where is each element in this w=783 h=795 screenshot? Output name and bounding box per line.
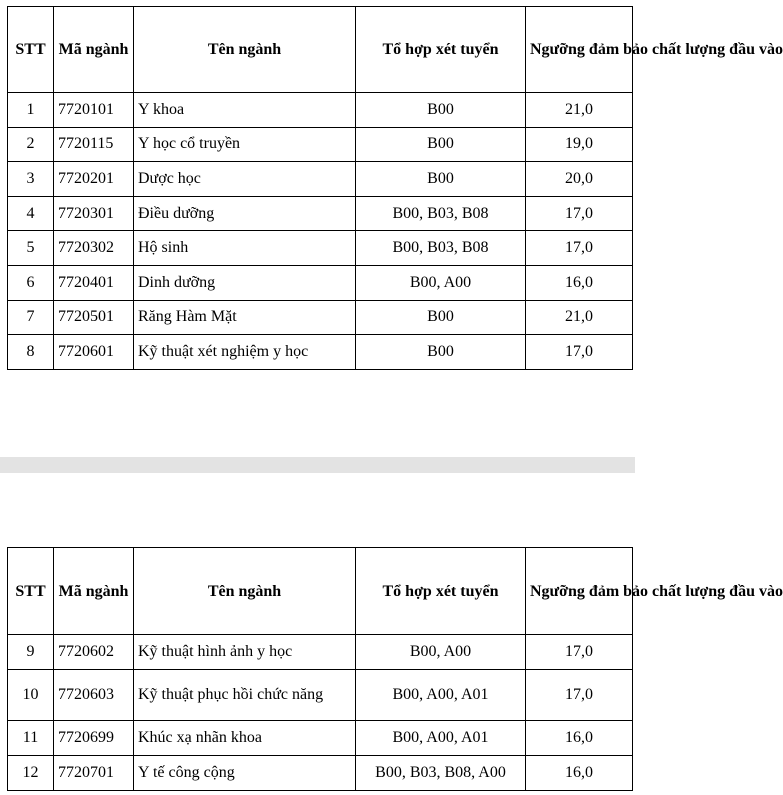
table-row: [8, 670, 633, 721]
cell-threshold: 19,0: [526, 127, 633, 162]
cell-name: Kỹ thuật phục hồi chức năng: [134, 670, 356, 721]
header-name: Tên ngành: [134, 548, 356, 635]
cell-stt: 11: [8, 721, 54, 756]
table-row: [8, 300, 633, 335]
cell-stt: 7: [8, 300, 54, 335]
cell-name: Y tế công cộng: [134, 756, 356, 791]
cell-combo: B00: [356, 300, 526, 335]
cell-combo: B00: [356, 335, 526, 370]
header-code: Mã ngành: [54, 7, 134, 93]
admission-table-1: [7, 6, 783, 370]
header-name: Tên ngành: [134, 7, 356, 93]
table-row: [8, 265, 633, 300]
cell-name: Răng Hàm Mặt: [134, 300, 356, 335]
header-row: [8, 548, 633, 635]
cell-threshold: 17,0: [526, 231, 633, 266]
cell-code: 7720115: [54, 127, 134, 162]
table-row: [8, 721, 633, 756]
cell-threshold: 17,0: [526, 670, 633, 721]
cell-stt: 3: [8, 162, 54, 197]
admission-table-2: [7, 547, 783, 791]
cell-code: 7720301: [54, 196, 134, 231]
header-threshold: Ngưỡng đảm bảo chất lượng đầu vào: [526, 7, 633, 93]
cell-stt: 10: [8, 670, 54, 721]
cell-name: Điều dưỡng: [134, 196, 356, 231]
table-row: [8, 127, 633, 162]
cell-code: 7720601: [54, 335, 134, 370]
cell-threshold: 17,0: [526, 196, 633, 231]
cell-code: 7720699: [54, 721, 134, 756]
header-combo: Tổ hợp xét tuyển: [356, 7, 526, 93]
table-row: [8, 231, 633, 266]
cell-threshold: 16,0: [526, 265, 633, 300]
cell-name: Y khoa: [134, 93, 356, 128]
cell-code: 7720401: [54, 265, 134, 300]
cell-stt: 1: [8, 93, 54, 128]
cell-stt: 8: [8, 335, 54, 370]
cell-code: 7720602: [54, 635, 134, 670]
header-stt: STT: [8, 548, 54, 635]
cell-threshold: 16,0: [526, 721, 633, 756]
cell-combo: B00, A00, A01: [356, 670, 526, 721]
cell-combo: B00, A00: [356, 635, 526, 670]
cell-stt: 5: [8, 231, 54, 266]
cell-combo: B00: [356, 162, 526, 197]
cell-combo: B00, A00, A01: [356, 721, 526, 756]
cell-combo: B00: [356, 127, 526, 162]
cell-combo: B00, A00: [356, 265, 526, 300]
cell-threshold: 21,0: [526, 300, 633, 335]
header-threshold: Ngưỡng đảm bảo chất lượng đầu vào: [526, 548, 633, 635]
cell-name: Khúc xạ nhãn khoa: [134, 721, 356, 756]
cell-threshold: 16,0: [526, 756, 633, 791]
cell-threshold: 21,0: [526, 93, 633, 128]
cell-name: Dược học: [134, 162, 356, 197]
cell-code: 7720603: [54, 670, 134, 721]
table-row: [8, 756, 633, 791]
cell-combo: B00, B03, B08: [356, 196, 526, 231]
cell-name: Hộ sinh: [134, 231, 356, 266]
cell-stt: 9: [8, 635, 54, 670]
cell-name: Kỹ thuật hình ảnh y học: [134, 635, 356, 670]
cell-threshold: 20,0: [526, 162, 633, 197]
table-row: [8, 162, 633, 197]
cell-combo: B00, B03, B08, A00: [356, 756, 526, 791]
header-combo: Tổ hợp xét tuyển: [356, 548, 526, 635]
cell-code: 7720501: [54, 300, 134, 335]
header-stt: STT: [8, 7, 54, 93]
cell-code: 7720201: [54, 162, 134, 197]
cell-code: 7720101: [54, 93, 134, 128]
cell-name: Dinh dưỡng: [134, 265, 356, 300]
header-code: Mã ngành: [54, 548, 134, 635]
cell-threshold: 17,0: [526, 335, 633, 370]
table-row: [8, 93, 633, 128]
table-row: [8, 635, 633, 670]
cell-stt: 12: [8, 756, 54, 791]
cell-code: 7720302: [54, 231, 134, 266]
cell-combo: B00: [356, 93, 526, 128]
table-row: [8, 196, 633, 231]
cell-name: Y học cổ truyền: [134, 127, 356, 162]
cell-code: 7720701: [54, 756, 134, 791]
cell-stt: 4: [8, 196, 54, 231]
cell-stt: 2: [8, 127, 54, 162]
page-separator: [0, 457, 635, 473]
cell-stt: 6: [8, 265, 54, 300]
cell-name: Kỹ thuật xét nghiệm y học: [134, 335, 356, 370]
cell-threshold: 17,0: [526, 635, 633, 670]
header-row: [8, 7, 633, 93]
cell-combo: B00, B03, B08: [356, 231, 526, 266]
table-row: [8, 335, 633, 370]
